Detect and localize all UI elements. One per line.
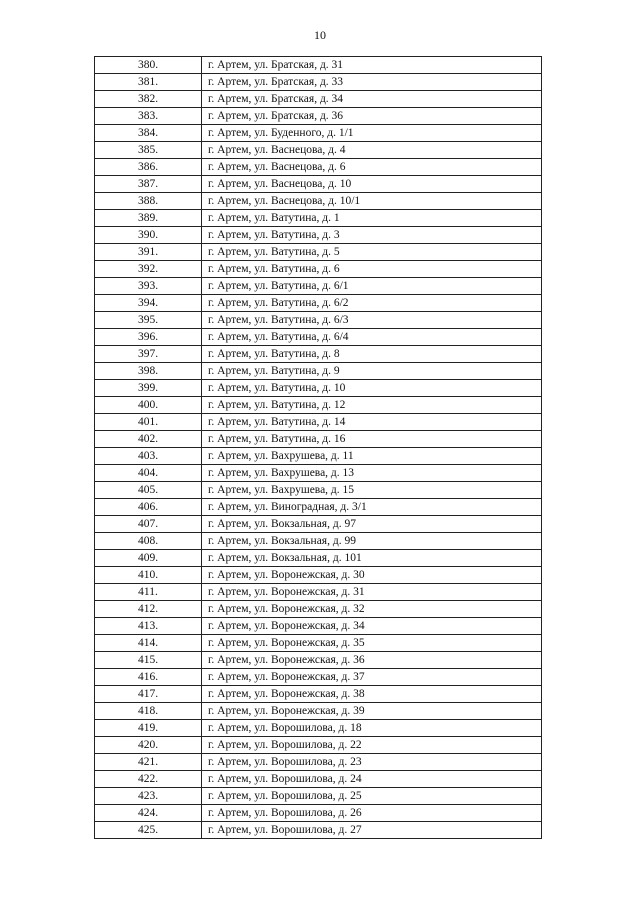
row-number-cell: 384. xyxy=(95,125,202,142)
table-row xyxy=(95,465,542,482)
table-row xyxy=(95,244,542,261)
row-number-cell: 411. xyxy=(95,584,202,601)
row-number-cell: 414. xyxy=(95,635,202,652)
row-number-cell: 402. xyxy=(95,431,202,448)
table-row xyxy=(95,822,542,839)
address-cell: г. Артем, ул. Буденного, д. 1/1 xyxy=(202,125,542,142)
address-cell: г. Артем, ул. Братская, д. 33 xyxy=(202,74,542,91)
address-cell: г. Артем, ул. Ватутина, д. 10 xyxy=(202,380,542,397)
table-row xyxy=(95,601,542,618)
row-number-cell: 390. xyxy=(95,227,202,244)
row-number-cell: 420. xyxy=(95,737,202,754)
address-cell: г. Артем, ул. Ватутина, д. 6/4 xyxy=(202,329,542,346)
row-number-cell: 399. xyxy=(95,380,202,397)
row-number-cell: 408. xyxy=(95,533,202,550)
table-row xyxy=(95,176,542,193)
table-row xyxy=(95,397,542,414)
row-number-cell: 395. xyxy=(95,312,202,329)
table-row xyxy=(95,312,542,329)
row-number-cell: 398. xyxy=(95,363,202,380)
address-cell: г. Артем, ул. Ватутина, д. 9 xyxy=(202,363,542,380)
row-number-cell: 423. xyxy=(95,788,202,805)
row-number-cell: 380. xyxy=(95,57,202,74)
row-number-cell: 417. xyxy=(95,686,202,703)
address-cell: г. Артем, ул. Виноградная, д. 3/1 xyxy=(202,499,542,516)
address-cell: г. Артем, ул. Ватутина, д. 16 xyxy=(202,431,542,448)
row-number-cell: 381. xyxy=(95,74,202,91)
row-number-cell: 412. xyxy=(95,601,202,618)
row-number-cell: 388. xyxy=(95,193,202,210)
table-row xyxy=(95,516,542,533)
row-number-cell: 404. xyxy=(95,465,202,482)
table-row xyxy=(95,550,542,567)
row-number-cell: 403. xyxy=(95,448,202,465)
table-row xyxy=(95,414,542,431)
row-number-cell: 391. xyxy=(95,244,202,261)
table-row xyxy=(95,431,542,448)
row-number-cell: 415. xyxy=(95,652,202,669)
table-row xyxy=(95,91,542,108)
table-row xyxy=(95,227,542,244)
address-cell: г. Артем, ул. Ворошилова, д. 26 xyxy=(202,805,542,822)
table-row xyxy=(95,686,542,703)
table-row xyxy=(95,142,542,159)
row-number-cell: 410. xyxy=(95,567,202,584)
table-row xyxy=(95,380,542,397)
table-row xyxy=(95,635,542,652)
address-cell: г. Артем, ул. Воронежская, д. 34 xyxy=(202,618,542,635)
table-row xyxy=(95,754,542,771)
address-cell: г. Артем, ул. Воронежская, д. 35 xyxy=(202,635,542,652)
table-row xyxy=(95,57,542,74)
row-number-cell: 409. xyxy=(95,550,202,567)
address-cell: г. Артем, ул. Воронежская, д. 31 xyxy=(202,584,542,601)
address-cell: г. Артем, ул. Ворошилова, д. 22 xyxy=(202,737,542,754)
table-row xyxy=(95,329,542,346)
table-row xyxy=(95,363,542,380)
address-cell: г. Артем, ул. Васнецова, д. 10 xyxy=(202,176,542,193)
row-number-cell: 389. xyxy=(95,210,202,227)
table-row xyxy=(95,74,542,91)
address-cell: г. Артем, ул. Ватутина, д. 8 xyxy=(202,346,542,363)
address-cell: г. Артем, ул. Братская, д. 36 xyxy=(202,108,542,125)
table-row xyxy=(95,159,542,176)
address-cell: г. Артем, ул. Вахрушева, д. 13 xyxy=(202,465,542,482)
table-row xyxy=(95,193,542,210)
table-row xyxy=(95,618,542,635)
row-number-cell: 405. xyxy=(95,482,202,499)
address-cell: г. Артем, ул. Ватутина, д. 6 xyxy=(202,261,542,278)
table-row xyxy=(95,669,542,686)
address-cell: г. Артем, ул. Васнецова, д. 4 xyxy=(202,142,542,159)
page-number: 10 xyxy=(314,28,326,42)
row-number-cell: 406. xyxy=(95,499,202,516)
row-number-cell: 416. xyxy=(95,669,202,686)
table-row xyxy=(95,533,542,550)
address-cell: г. Артем, ул. Ватутина, д. 14 xyxy=(202,414,542,431)
address-cell: г. Артем, ул. Вокзальная, д. 101 xyxy=(202,550,542,567)
table-row xyxy=(95,482,542,499)
row-number-cell: 396. xyxy=(95,329,202,346)
address-cell: г. Артем, ул. Ватутина, д. 12 xyxy=(202,397,542,414)
address-cell: г. Артем, ул. Ватутина, д. 1 xyxy=(202,210,542,227)
address-cell: г. Артем, ул. Воронежская, д. 37 xyxy=(202,669,542,686)
row-number-cell: 392. xyxy=(95,261,202,278)
table-row xyxy=(95,584,542,601)
address-cell: г. Артем, ул. Ворошилова, д. 25 xyxy=(202,788,542,805)
row-number-cell: 382. xyxy=(95,91,202,108)
address-cell: г. Артем, ул. Ворошилова, д. 27 xyxy=(202,822,542,839)
row-number-cell: 401. xyxy=(95,414,202,431)
table-row xyxy=(95,499,542,516)
table-row xyxy=(95,652,542,669)
address-cell: г. Артем, ул. Вокзальная, д. 99 xyxy=(202,533,542,550)
table-row xyxy=(95,346,542,363)
address-cell: г. Артем, ул. Вахрушева, д. 15 xyxy=(202,482,542,499)
table-row xyxy=(95,788,542,805)
row-number-cell: 386. xyxy=(95,159,202,176)
table-row xyxy=(95,805,542,822)
address-cell: г. Артем, ул. Воронежская, д. 30 xyxy=(202,567,542,584)
table-row xyxy=(95,125,542,142)
address-cell: г. Артем, ул. Ворошилова, д. 23 xyxy=(202,754,542,771)
address-cell: г. Артем, ул. Вахрушева, д. 11 xyxy=(202,448,542,465)
table-row xyxy=(95,720,542,737)
row-number-cell: 413. xyxy=(95,618,202,635)
row-number-cell: 418. xyxy=(95,703,202,720)
row-number-cell: 383. xyxy=(95,108,202,125)
row-number-cell: 422. xyxy=(95,771,202,788)
row-number-cell: 387. xyxy=(95,176,202,193)
address-cell: г. Артем, ул. Ватутина, д. 6/3 xyxy=(202,312,542,329)
address-cell: г. Артем, ул. Васнецова, д. 10/1 xyxy=(202,193,542,210)
address-cell: г. Артем, ул. Воронежская, д. 38 xyxy=(202,686,542,703)
row-number-cell: 425. xyxy=(95,822,202,839)
address-cell: г. Артем, ул. Ватутина, д. 5 xyxy=(202,244,542,261)
address-cell: г. Артем, ул. Ватутина, д. 6/1 xyxy=(202,278,542,295)
address-cell: г. Артем, ул. Васнецова, д. 6 xyxy=(202,159,542,176)
table-row xyxy=(95,448,542,465)
address-cell: г. Артем, ул. Ватутина, д. 3 xyxy=(202,227,542,244)
table-row xyxy=(95,210,542,227)
table-row xyxy=(95,737,542,754)
row-number-cell: 424. xyxy=(95,805,202,822)
row-number-cell: 385. xyxy=(95,142,202,159)
address-cell: г. Артем, ул. Братская, д. 31 xyxy=(202,57,542,74)
table-row xyxy=(95,771,542,788)
row-number-cell: 400. xyxy=(95,397,202,414)
row-number-cell: 419. xyxy=(95,720,202,737)
row-number-cell: 397. xyxy=(95,346,202,363)
table-row xyxy=(95,278,542,295)
address-cell: г. Артем, ул. Воронежская, д. 32 xyxy=(202,601,542,618)
address-cell: г. Артем, ул. Воронежская, д. 36 xyxy=(202,652,542,669)
table-row xyxy=(95,108,542,125)
row-number-cell: 421. xyxy=(95,754,202,771)
row-number-cell: 393. xyxy=(95,278,202,295)
row-number-cell: 407. xyxy=(95,516,202,533)
table-row xyxy=(95,567,542,584)
address-table xyxy=(94,56,542,839)
address-cell: г. Артем, ул. Ворошилова, д. 18 xyxy=(202,720,542,737)
table-row xyxy=(95,703,542,720)
address-cell: г. Артем, ул. Вокзальная, д. 97 xyxy=(202,516,542,533)
table-row xyxy=(95,261,542,278)
address-cell: г. Артем, ул. Ворошилова, д. 24 xyxy=(202,771,542,788)
table-row xyxy=(95,295,542,312)
row-number-cell: 394. xyxy=(95,295,202,312)
address-cell: г. Артем, ул. Братская, д. 34 xyxy=(202,91,542,108)
address-table-body xyxy=(95,57,542,839)
address-cell: г. Артем, ул. Ватутина, д. 6/2 xyxy=(202,295,542,312)
address-cell: г. Артем, ул. Воронежская, д. 39 xyxy=(202,703,542,720)
